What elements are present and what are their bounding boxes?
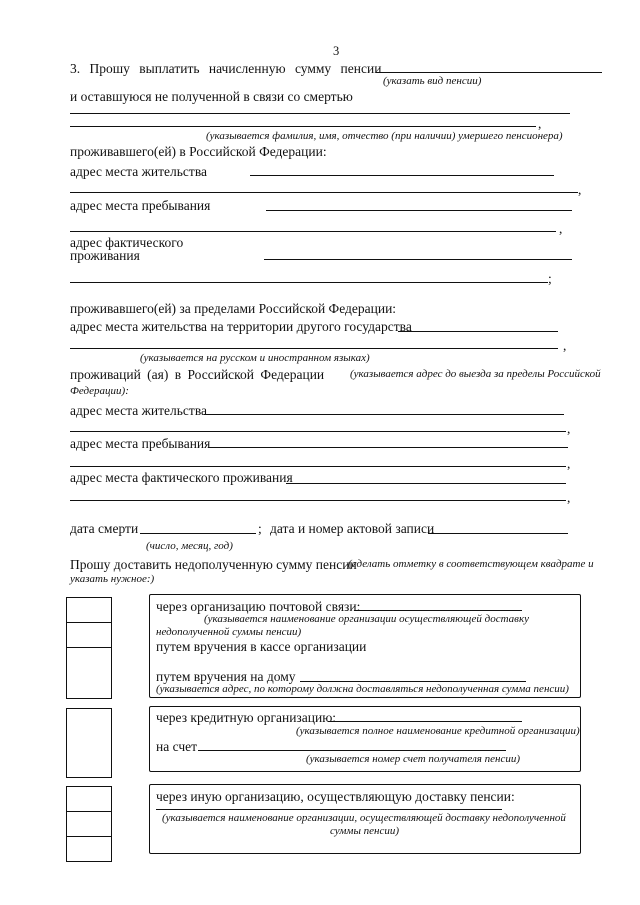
abroad-residence-field-1[interactable] bbox=[204, 414, 564, 415]
postal-org-field[interactable] bbox=[354, 610, 522, 611]
comma-mark: , bbox=[578, 182, 582, 197]
residence-field-1[interactable] bbox=[250, 175, 554, 176]
lived-hint-1: (указывается адрес до выезда за пределы Российской bbox=[350, 368, 601, 380]
pension-type-field[interactable] bbox=[376, 72, 602, 73]
postal-home-field[interactable] bbox=[300, 681, 526, 682]
actual-label-1: адрес фактического bbox=[70, 235, 184, 250]
other-org-field[interactable] bbox=[156, 809, 502, 810]
postal-hint-home: (указывается адрес, по которому должна доставляться недополученная сумма пенсии) bbox=[156, 683, 569, 695]
page-number: 3 bbox=[333, 44, 340, 58]
delivery-hint-2: указать нужное:) bbox=[70, 573, 155, 585]
actual-label-2: проживания bbox=[70, 248, 140, 263]
other-hint-2: суммы пенсии) bbox=[330, 825, 400, 837]
delivery-request: Прошу доставить недополученную сумму пенсии bbox=[70, 557, 357, 572]
other-label: через иную организацию, осуществляющую доставку пенсии: bbox=[156, 789, 515, 804]
residence-label: адрес места жительства bbox=[70, 164, 208, 179]
actual-field-2[interactable] bbox=[70, 282, 548, 283]
bank-hint-account: (указывается номер счет получателя пенсии) bbox=[306, 753, 520, 765]
hint-languages: (указывается на русском и иностранном языках) bbox=[140, 352, 370, 364]
death-record-field[interactable] bbox=[428, 533, 568, 534]
death-record-label: дата и номер актовой записи bbox=[270, 521, 435, 536]
postal-hint-1: (указывается наименование организации осуществляющей доставку bbox=[204, 613, 529, 625]
delivery-hint-1: (сделать отметку в соответствующем квадрате и bbox=[348, 558, 594, 570]
abroad-actual-label: адрес места фактического проживания bbox=[70, 470, 293, 485]
bank-hint-name: (указывается полное наименование кредитной организации) bbox=[296, 725, 580, 737]
stay-label: адрес места пребывания bbox=[70, 198, 211, 213]
other-checkbox-3[interactable] bbox=[66, 836, 112, 862]
postal-checkbox-1[interactable] bbox=[66, 597, 112, 623]
postal-cashier-option: путем вручения в кассе организации bbox=[156, 639, 367, 654]
abroad-heading: проживавшего(ей) за пределами Российской Федерации: bbox=[70, 301, 397, 316]
other-checkbox-1[interactable] bbox=[66, 786, 112, 812]
death-separator: ; bbox=[258, 521, 262, 536]
postal-hint-2: недополученной суммы пенсии) bbox=[156, 626, 302, 638]
request-line: 3. Прошу выплатить начисленную сумму пенсии bbox=[70, 61, 382, 76]
comma-mark: , bbox=[567, 421, 571, 436]
death-date-field[interactable] bbox=[140, 533, 256, 534]
deceased-name-field-1[interactable] bbox=[70, 113, 570, 114]
hint-pension-type: (указать вид пенсии) bbox=[383, 75, 482, 87]
hint-date: (число, месяц, год) bbox=[146, 540, 233, 552]
comma-mark: , bbox=[559, 221, 563, 236]
abroad-stay-field-2[interactable] bbox=[70, 466, 566, 467]
comma-mark: , bbox=[538, 116, 542, 131]
bank-name-field[interactable] bbox=[328, 721, 522, 722]
abroad-actual-field-2[interactable] bbox=[70, 500, 566, 501]
bank-account-label: на счет bbox=[156, 739, 197, 754]
bank-label: через кредитную организацию: bbox=[156, 710, 337, 725]
foreign-residence-field-2[interactable] bbox=[70, 348, 558, 349]
postal-checkbox-2[interactable] bbox=[66, 622, 112, 648]
bank-account-field[interactable] bbox=[198, 750, 506, 751]
remaining-line: и оставшуюся не полученной в связи со смертью bbox=[70, 89, 353, 104]
in-russia-heading: проживавшего(ей) в Российской Федерации: bbox=[70, 144, 327, 159]
deceased-name-field-2[interactable] bbox=[70, 126, 536, 127]
postal-checkbox-3[interactable] bbox=[66, 647, 112, 699]
stay-field-2[interactable] bbox=[70, 231, 556, 232]
foreign-residence-field-1[interactable] bbox=[398, 331, 558, 332]
stay-field-1[interactable] bbox=[266, 210, 572, 211]
postal-label: через организацию почтовой связи: bbox=[156, 599, 361, 614]
hint-deceased-name: (указывается фамилия, имя, отчество (при наличии) умершего пенсионера) bbox=[206, 130, 563, 142]
abroad-actual-field-1[interactable] bbox=[286, 483, 566, 484]
other-hint-1: (указывается наименование организации, осуществляющей доставку недополученной bbox=[162, 812, 566, 824]
actual-field-1[interactable] bbox=[264, 259, 572, 260]
bank-checkbox[interactable] bbox=[66, 708, 112, 778]
other-checkbox-2[interactable] bbox=[66, 811, 112, 837]
residence-field-2[interactable] bbox=[70, 192, 578, 193]
abroad-stay-label: адрес места пребывания bbox=[70, 436, 211, 451]
death-date-label: дата смерти bbox=[70, 521, 139, 536]
comma-mark: , bbox=[567, 456, 571, 471]
abroad-residence-field-2[interactable] bbox=[70, 431, 566, 432]
abroad-stay-field-1[interactable] bbox=[208, 447, 568, 448]
comma-mark: , bbox=[567, 490, 571, 505]
postal-home-option: путем вручения на дому bbox=[156, 669, 296, 684]
comma-mark: , bbox=[563, 338, 567, 353]
abroad-residence-label: адрес места жительства bbox=[70, 403, 208, 418]
semicolon-mark: ; bbox=[548, 271, 552, 286]
lived-prefix: проживаций (ая) в Российской Федерации bbox=[70, 367, 325, 382]
foreign-residence-label: адрес места жительства на территории другого государства bbox=[70, 319, 412, 334]
lived-hint-2: Федерации): bbox=[70, 385, 129, 397]
